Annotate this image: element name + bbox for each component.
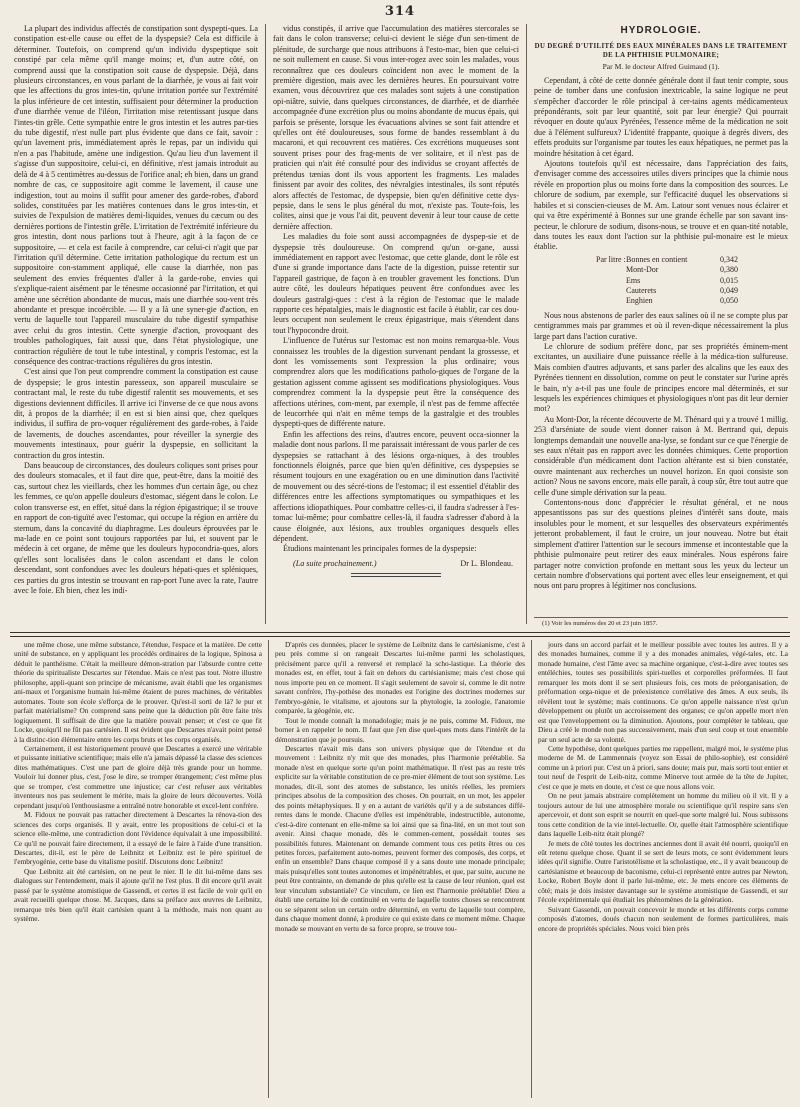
table-row-value: 0,050 <box>720 296 738 306</box>
table-row-source: Mont-Dor <box>626 265 659 275</box>
paragraph: Suivant Gassendi, on pouvait concevoir le monde et les différents corps comme composés d'atomes, doués chacun non seulement de formes particulières, mais encore de propriétés spéciales. Nous voici bien près <box>538 904 788 933</box>
paragraph: Cependant, à côté de cette donnée générale dont il faut tenir compte, sous peine de tomber dans une confusion inextricable, la saine logique ne peut s'empêcher d'accorder le rôle principal à cer-tains agents médicamenteux prépondérants, soit par leur quantité, soit par leur énergie? Qui pourrait révoquer en doute qu'aux Pyrénées, l'essence même de la médication ne soit due à l'élément sulfureux? L'identité frappante, quoique à degrés divers, des effets produits sur l'organisme par toutes les eaux hépatiques, ne permet pas la moindre hésitation à cet égard. <box>534 75 788 158</box>
paragraph: L'influence de l'utérus sur l'estomac est non moins remarqua-ble. Vous connaissez les troubles de la digestion survenant pendant la grossesse, et dont les vomissements sont l'expression la plus ordinaire; vous comprendrez alors que les modifications patholo-giques de l'organe de la gestation agissent comme agissent ses modifications physiologiques. Vous comprendrez comment la la dyspepsie peut être la conséquence des affections utérines, com-ment, par exemple, il n'est pas de femme affectée de leucorrhée qui n'ait en même temps de la gastralgie et des troubles dyspepti-ques de différente nature. <box>273 336 519 429</box>
table-row-source: Cauterets <box>626 285 657 295</box>
table-row-source: Ems <box>626 275 641 285</box>
table-row-source: Enghien <box>626 296 653 306</box>
column-rule <box>265 24 266 624</box>
upper-column-2 <box>273 24 519 624</box>
end-rule <box>351 573 441 577</box>
table-row-value: 0,049 <box>720 285 738 295</box>
paragraph: Certainement, il est historiquement prouvé que Descartes a exercé une véritable et puissante initiative scientifique; mais elle n'a jamais dépassé la classe des sciences dites mathématiques. C'est une part de gloire déjà très grande pour un homme. Vouloir lui donner plus, c'est, j'ose le dire, se tromper étrangement; c'est même plus que se tromper, c'est commettre une injustice; car c'est refuser aux véritables inventeurs nos pas seulement le mérite, mais la gloire de leurs découvertes. Voilà cependant jusqu'où l'enthousiasme a entraîné notre honorable et excel-lent confrère. <box>14 743 262 810</box>
table-row <box>596 255 788 265</box>
paragraph: D'après ces données, placer le système de Leibnitz dans le cartésianisme, c'est à peu près comme si on rangeait Descartes lui-même parmi les scholastiques, précisément parce qu'il a renversé et remplacé la scho-lastique. La théorie des monades est, en effet, tout à fait en dehors du cartésianisme; mais c'est chose qui nous importe peu en ce moment. Il s'agit seulement de savoir si, comme le dit notre savant confrère, l'hy-pothèse des monades est l'origine des doctrines modernes sur l'embryo-génie, le vitalisme, et ajoutons sur la phytologie, la zoologie, l'anatomie comparée, la géogénie, etc. <box>275 640 525 716</box>
paragraph: Que Leibnitz ait été cartésien, on ne peut le nier. Il le dit lui-même dans ses dialogues sur l'entendement, mais il ajoute qu'il ne l'est plus. Il dit encore qu'il avait passé par le système atomistique de Gassendi, et certes il est facile de voir qu'il en avait recueilli quelque chose. M. Jacques, dans sa préface aux œuvres de Leibnitz, remarque très bien qu'il était cartésien quant à la méthode, mais non quant au système. <box>14 866 262 924</box>
paragraph: Le chlorure de sodium préfère donc, par ses propriétés éminem-ment excitantes, un auxiliaire d'une puissance réelle à la médica-tion sulfureuse. Mais combien d'autres adjuvants, et sans parler des alcalins que les eaux des Pyrénées tiennent en dissolution, comme on peut le constater sur l'urine après le bain, n'y a-t-il pas une foule de principes encore mal déterminés, et sur lesquels les expériences chimiques et physiologiques n'ont pas dit leur dernier mot? <box>534 341 788 414</box>
paragraph: Nous nous abstenons de parler des eaux salines où il ne se compte plus par centigrammes mais par grammes et où il reven-dique nécessairement la plus large part dans l'action curative. <box>534 310 788 341</box>
author-signature: Dr L. Blondeau. <box>460 558 513 568</box>
table-row-source: Bonnes en contient <box>626 254 688 264</box>
upper-column-1 <box>14 24 258 624</box>
section-divider <box>10 632 790 637</box>
paragraph: On ne peut jamais abstraire complètement un homme du milieu où il vit. Il y a toujours autour de lui une atmosphère morale ou scientifique qu'il respire sans s'en apercevoir, et dont son esprit se nourrit en quel-que sorte malgré lui. Nous subissons tous cette condition de la vie intel-lectuelle. Or, quelle était l'atmosphère scientifique dans laquelle Leib-nitz était plongé? <box>538 791 788 839</box>
page-number: 314 <box>384 4 416 19</box>
table-row <box>596 276 788 286</box>
table-row-value: 0,380 <box>720 265 738 275</box>
table-row-label <box>596 296 626 306</box>
table-row-value: 0,015 <box>720 275 738 285</box>
paragraph: M. Fidoux ne pouvait pas rattacher directement à Descartes la rénova-tion des sciences des corps organisés. Il y avait, entre les propositions de celui-ci et la science elle-même, une contradiction dont l'évidence équivalait à une impossibilité. Ce qu'il ne pouvait faire directement, il a essayé de le faire à l'aide d'une transition. Descartes, dit-il, est le père de Leibnitz et Leibnitz est le père spirituel de l'embryogénie, cette base du vitalisme positif. Discutons donc Leibnitz! <box>14 810 262 867</box>
table-row-label: Par litre : <box>596 254 626 264</box>
lower-section <box>0 640 800 1100</box>
lower-column-3 <box>538 640 788 1098</box>
signature-line <box>273 559 519 569</box>
table-row-value: 0,342 <box>720 254 738 264</box>
paragraph: Les maladies du foie sont aussi accompagnées de dyspep-sie et de dyspepsie très douloureuse. On comprend qu'un or-gane, aussi immédiatement en rapport avec l'estomac, que cette glande, dont le rôle est d'une si grande importance dans l'acte de la digestion, puisse retentir sur l'appareil gastrique, de façon à en troubler gravement les fonctions. D'un autre côté, les douleurs hépatiques peuvent être confondues avec les douleurs gastralgi-ques : c'est à la région de l'estomac que le malade rapporte ces hépatalgies, mais le diagnostic est facile à établir, car ces dou-leurs occupent non seulement le creux épigastrique, mais s'étendent dans tout l'hypocondre droit. <box>273 232 519 335</box>
article-byline: Par M. le docteur Alfred Guimaud (1). <box>602 62 720 72</box>
upper-column-3 <box>534 24 788 628</box>
paragraph: Dans beaucoup de circonstances, des douleurs coliques sont prises pour des douleurs stomacales, et il faut dire que, peut-être, dans la moitié des cas, surtout chez les vieillards, chez les hommes d'un certain âge, ou chez les femmes, ce qu'on appelle douleurs d'estomac, siégent dans le colon. Le colon transverse est, en effet, situé dans la région épigastrique; il se trouve en rapport de con-tiguïté avec l'estomac, qui occupe la région en arrière du sternum, dans la concavité du diaphragme. Les douleurs éprouvées par le ma-lade en ce point sont toujours rapportées par lui, et souvent par le médecin à cet organe, de même que les douleurs hypocondria-ques, alors qu'elles sont localisées dans le colon ascendant et dans le colon descendant, sont confondues avec les douleurs hépati-ques et spléniques, ces parties du gros intestin se trouvant en rap-port l'une avec la rate, l'autre avec le foie. Eh bien, chez les indi- <box>14 461 258 595</box>
table-row-label <box>596 265 626 275</box>
paragraph: Au Mont-Dor, la récente découverte de M. Thénard qui y a trouvé 1 millig. 253 d'arséniate de soude vient donner raison à M. Bertrand qui, depuis longtemps demandait une nouvelle ana-lyse, se fondant sur ce que l'énergie de ses eaux n'était pas en rapport avec les données chimiques. Cette proportion considérable d'un médicament dont l'action altérante est si bien constatée, ouvre maintenant aux recherches un nouvel horizon. En quoi consiste son action? Nous ne savons encore, mais elle paraît, à coup sûr, être tout autre que celle d'une simple dérivation sur la peau. <box>534 414 788 497</box>
paragraph: Cette hypothèse, dont quelques parties me rappellent, malgré moi, le système plus moderne de M. de Lammennais (voyez son Essai de philo-sophie), est considéré comme un à priori pur. C'est un à priori, sans doute; mais pur, mais sorti tout entier et tout neuf de l'esprit de Leib-nitz, comme Minerve tout armée de la tête de Jupiter, c'est ce que je mets en doute, et c'est ce que nous allons voir. <box>538 743 788 791</box>
paragraph: jours dans un accord parfait et le meilleur possible avec toutes les autres. Il y a des monades humaines, comme il y a des monades animales, végé-tales, etc. La monade humaine, c'est l'âme avec sa machine organique, c'est-à-dire avec toutes ses entéléchies, toutes ses possibilités spiri-tuelles et corporelles préformées. Il faut remarquer les mots dont il se sert plusieurs fois, ces mots de préorganisation, de préformation orga-nique et de préexistence corrélative des âmes. A eux seuls, ils révèlent tout le système; mais continuons. Ce qu'on appelle naissance n'est qu'un développement ou plutôt un accroissement des organes; ce qu'on appelle mort n'en est que l'enveloppement ou la diminution. Ajoutons, pour compléter le tableau, que Dieu a créé le monde non pas successivement, mais d'un seul coup et tout ensemble par un seul acte de sa volonté. <box>538 640 788 744</box>
paragraph: C'est ainsi que l'on peut comprendre comment la constipation est cause de dyspepsie; le gros intestin paresseux, son appareil musculaire se contractant mal, le reste du tube digestif ralentit ses mouvements, et ses digestions deviennent difficiles. Il arrive ici l'inverse de ce que nous avons dit, à propos de la diarrhée; il en est si bien ainsi que, chez quelques individus, il suffira de pro-voquer régulièrement des garde-robes, à l'aide de lavements, de douches ascendantes, pour réveiller la synergie des mouvements intestinaux, pour guérir la dyspepsie, en sollicitant la contraction du gros intestin. <box>14 367 258 460</box>
paragraph: Enfin les affections des reins, d'autres encore, peuvent occa-sionner la maladie dont nous parlons. Il me paraissait intéressant de vous parler de ces dyspepsies se rattachant à des lésions orga-niques, à des troubles fonctionnels éloignés, parce que bien qu'en définitive, ces dyspepsies se résument toujours en une exagération ou en une diminution dans l'activité de mouvement ou des sécré-tions de l'estomac; il est essentiel d'établir des différences entre les affections symptomatiques ou sympathiques et les affections idiopathiques. Pour combattre celles-ci, il faudra s'adresser à l'es-tomac lui-même; pour combattre celles-là, il faudra s'adresser d'abord à la cause éloignée, aux lésions, aux troubles organiques desquels elles dépendent. <box>273 429 519 543</box>
table-row <box>596 265 788 275</box>
table-row <box>596 296 788 306</box>
paragraph: une même chose, une même substance, l'étendue, l'espace et la matière. De cette unité de substance, en y appliquant les procédés ordinaires de la logique, Spinosa a déduit le panthéisme. C'était la meilleure démon-stration par l'absurde contre cette théorie du spiritualiste Descartes sur l'étendue. Mais ce n'est pas tout. Notre illustre philosophe, appli-quant son principe de mécanisme, avait établi que les organismes ani-maux et l'organisme humain lui-même étaient de pures machines, de véritables automates. Toute son école s'efforça de le prouver. Qu'est-il sorti de là? le pur et parfait matérialisme? On comprend sans peine que la déduction pût être faite très logiquement. Il suffisait de dire que la matière pouvait penser; et c'est ce que fit Locke, quoiqu'il ne fût pas cartésien. Il est évident que Descartes n'avait point pensé à la distinc-tion élémentaire entre les corps bruts et les corps organisés. <box>14 640 262 744</box>
column-rule <box>531 640 532 1098</box>
continuation-note: (La suite prochainement.) <box>293 558 377 568</box>
paragraph: La plupart des individus affectés de constipation sont dyspepti-ques. La constipation est-elle cause ou effet de la dyspepsie? Cela est difficile à déterminer. Toutefois, on comprend qu'un individu dyspeptique soit constipé par cela même qu'il mange moins; et, d'un autre côté, on comprend aussi que la constipation soit cause de dyspepsie. Déjà, dans plusieurs circonstances, en vous parlant de la diarrhée, je vous ai fait voir que les affections du gros intes-tin, qu'une irritation portée sur l'extrémité la plus inférieure de cet intestin, suffisaient pour déterminer la production d'une diarrhée venue de l'iléon, l'irritation mise retentissant jusque dans l'intes-tin grêle. Cette sympathie entre le gros intestin et les autres par-ties du tube digestif, n'est nulle part plus évidente que dans ce fait, savoir : qu'un lavement pris, immédiatement après le repas, par un individu qui n'en a pas l'habitude, amène une indigestion. Qu'au lieu d'un lavement il s'agisse d'un suppositoire, celui-ci, en définitive, n'est jamais introduit au delà de 4 à 5 centimètres au-dessus de l'orifice anal; eh bien, dans un grand nombre de cas, ce suppositoire agit comme le lavement, il cause une indigestion, tout au moins il suffit pour amener des garde-robes, d'abord solides, constituées par les matières contenues dans le gros intes-tin, et suivies de l'expulsion de matières demi-liquides, venues du cæcum ou des dernières portions de l'intestin grêle. L'irritation de l'extrémité inférieure du gros intestin, dont nous parlions tout à l'heure, agit à la façon de ce suppositoire, — et cela est facile à comprendre, car celui-ci n'agit que par l'irritation qu'il détermine. Cette irritation pathologique du rectum est un suppositoire con-stamment appliqué, elle cause la diarrhée, non pas seulement des envies fréquentes d'aller à la garde-robe, envies qui s'explique-raient aisément par le ténesme occasionné par l'irritation, et qui amène une sécrétion abondante de mucus, mais une diarrhée sou-vent très abondante et presque incoërcible. — Il y a là une syner-gie d'action, en vertu de laquelle tout l'appareil musculaire du tube digestif sympathise avec celui du gros intestin. Cette synergie d'action, provoquant des troubles pathologiques, fait aussi que, dans l'état physiologique, une contraction régulière de tout le tube intestinal, y compris l'estomac, est la conséquence des contrac-tractions régulières du gros intestin. <box>14 24 258 366</box>
upper-section <box>0 24 800 632</box>
paragraph: Je mets de côté toutes les doctrines anciennes dont il avait été nourri, quoiqu'il en eût retenu quelque chose. Quant il se sert de leurs mots, ce sont évidemment leurs idées qu'il signifie. Outre l'aristotélisme et la scholastique, etc., il y avait beaucoup de cartésianisme et beaucoup de baconisme, celui-ci représenté entre autres par Newton, Locke, Robert Boyle dont il parle lui-même, etc. Je mets encore ces éléments de côté; mais je dois insister davantage sur le système atomistique de Gassendi, et sur l'école expérimentale qui étudiait les phénomènes de la génération. <box>538 838 788 905</box>
section-heading: HYDROLOGIE. <box>620 25 702 36</box>
paragraph: Descartes n'avait mis dans son univers physique que de l'étendue et du mouvement : Leibnitz n'y mit que des monades, plus l'harmonie préétablie. Sa monade n'est en quelque sorte qu'un point mathématique. Il n'est pas au reste très explicite sur la véritable constitution de ce pre-mier élément de tout son système. Les monades, dit-il, sont des atomes de substance, les unités réelles, les premiers principes absolus de la composition des choses. On pourrait, en un mot, les appeler des points métaphysiques. Il y en a autant de variétés qu'il y a de substances diffé-rentes dans le monde. Chacune d'elles est impénétrable, indestructible, autonome, c'est-à-dire contenant en elle-même sa loi ainsi que sa fina-lité, en un mot tout son avenir. Ainsi chaque monade, dès le commen-cement, possédait toutes ses possibilités futures. Maintenant on demande comment tous ces petits êtres ou ces petites forces, parfaitement auto-nomes, peuvent former des composés, des corps, et enfin un ensemble? Dans chaque composé il y a sans doute une monade principale; mais puisqu'elles sont toutes autonomes et impénétrables, et que, par suite, aucune ne peut être contrainte, on demande de plus qu'elle est la cause de leur réunion, quel est leur vinculum substantiale? Ce vinculum, ce lien est l'harmonie préétablie! Dieu a établi une certaine loi de continuité en vertu de laquelle toutes choses se rencontrent ou se séparent selon un certain ordre déterminé, en vertu de laquelle tout compère, dans chaque moment donné, à produire ce qui existe dans ce moment même. Chaque monade se mouvant en vertu de sa force propre, se trouve tou- <box>275 743 525 933</box>
article-title <box>534 42 788 60</box>
footnote: (1) Voir les numéros des 20 et 23 juin 1857. <box>534 617 788 628</box>
column-rule <box>526 24 527 624</box>
article-title-line: DU DEGRÉ D'UTILITÉ DES EAUX MINÉRALES DANS LE TRAITEMENT <box>534 43 788 51</box>
paragraph: Ajoutons toutefois qu'il est nécessaire, dans l'appréciation des faits, d'envisager comme des accessoires utiles divers principes que la chimie nous révèle en proportion plus ou moins forte dans la composition des sources. Le chlorure de sodium, par exemple, sur l'efficacité duquel les observations si habiles et si conscien-cieuses de M. Am. Latour sont venues nous éclairer et qui va être expérimenté à Bonnes sur une grande échelle par son savant ins-pecteur, le chlorure de sodium, disons-nous, se trouve et en quan-tité notable, dans toutes les eaux dont l'action sur la phthisie pul-monaire est le mieux établie. <box>534 159 788 252</box>
table-row-label <box>596 286 626 296</box>
table-row-label <box>596 276 626 286</box>
lower-column-2 <box>275 640 525 1098</box>
table-row <box>596 286 788 296</box>
paragraph: Contentons-nous donc d'apprécier le résultat général, et ne nous appesantissons pas sur des questions pleines d'intérêt sans doute, mais insolubles pour le moment, et sur lesquelles des observateurs expérimentés jetteront probablement, il faut le croire, un jour nouveau. Notre but était simplement d'attirer l'attention sur le secours immense et incontestable que la phthisie pulmonaire peut retirer des eaux minérales. Nous espérons faire partager notre conviction profonde en mettant sous les yeux du lecteur un certain nombre d'observations qui portent avec elles leur enseignement, et qui nous ont paru propres à légitimer nos conclusions. <box>534 498 788 591</box>
paragraph: Étudions maintenant les principales formes de la dyspepsie: <box>283 544 477 554</box>
paragraph: Tout le monde connaît la monadologie; mais je ne puis, comme M. Fidoux, me borner à en rappeler le nom. Il faut que j'en dise quel-ques mots dans l'intérêt de la démonstration que je poursuis. <box>275 715 525 744</box>
column-rule <box>268 640 269 1098</box>
lower-column-1 <box>14 640 262 1098</box>
paragraph: vidus constipés, il arrive que l'accumulation des matières stercorales se fait dans le colon transverse; celui-ci devient le siége d'un sen-timent de plénitude, de surcharge que nous attribuons à l'esto-mac, bien que celui-ci ne soit nullement en cause. Si vous inter-rogez avec soin les malades, vous reconnaîtrez que ces douleurs coïncident non avec le moment de la première digestion, mais avec les dernières heures. En poursuivant votre examen, vous découvrirez que ces malades sont sujets à une constipation opi-niâtre, suivie, dans quelques circonstances, de diarrhée, et de diarrhée accompagnée d'une excrétion plus ou moins abondante de mucus épais, qui parfois se présente, lorsque les évacuations alvines se sont fait attendre et qu'elles ont été douloureuses, sous forme de bandes ressemblant à du macaroni, et qui recouvrent ces matières. Ces excrétions muqueuses sont souvent prises pour des frag-ments de ver solitaire, et il n'est pas de praticien qui n'ait été consulté pour des individus se croyant affectés de prétendus tænias dont ils vous apportent les fragments. Les malades finissent par avoir des colites, des névralgies intestinales, ils sont réputés alors affectés de l'estomac, de dyspepsie, bien qu'en définitive cette dys-pepsie, dans le sens le plus général du mot, n'existe pas. Toute-fois, les colites, ainsi que je vous l'ai dit, peuvent devenir à leur tour cause de cette dernière affection. <box>273 24 519 231</box>
article-title-line: DE LA PHTHISIE PULMONAIRE; <box>602 52 720 60</box>
sodium-chloride-table <box>596 255 788 307</box>
